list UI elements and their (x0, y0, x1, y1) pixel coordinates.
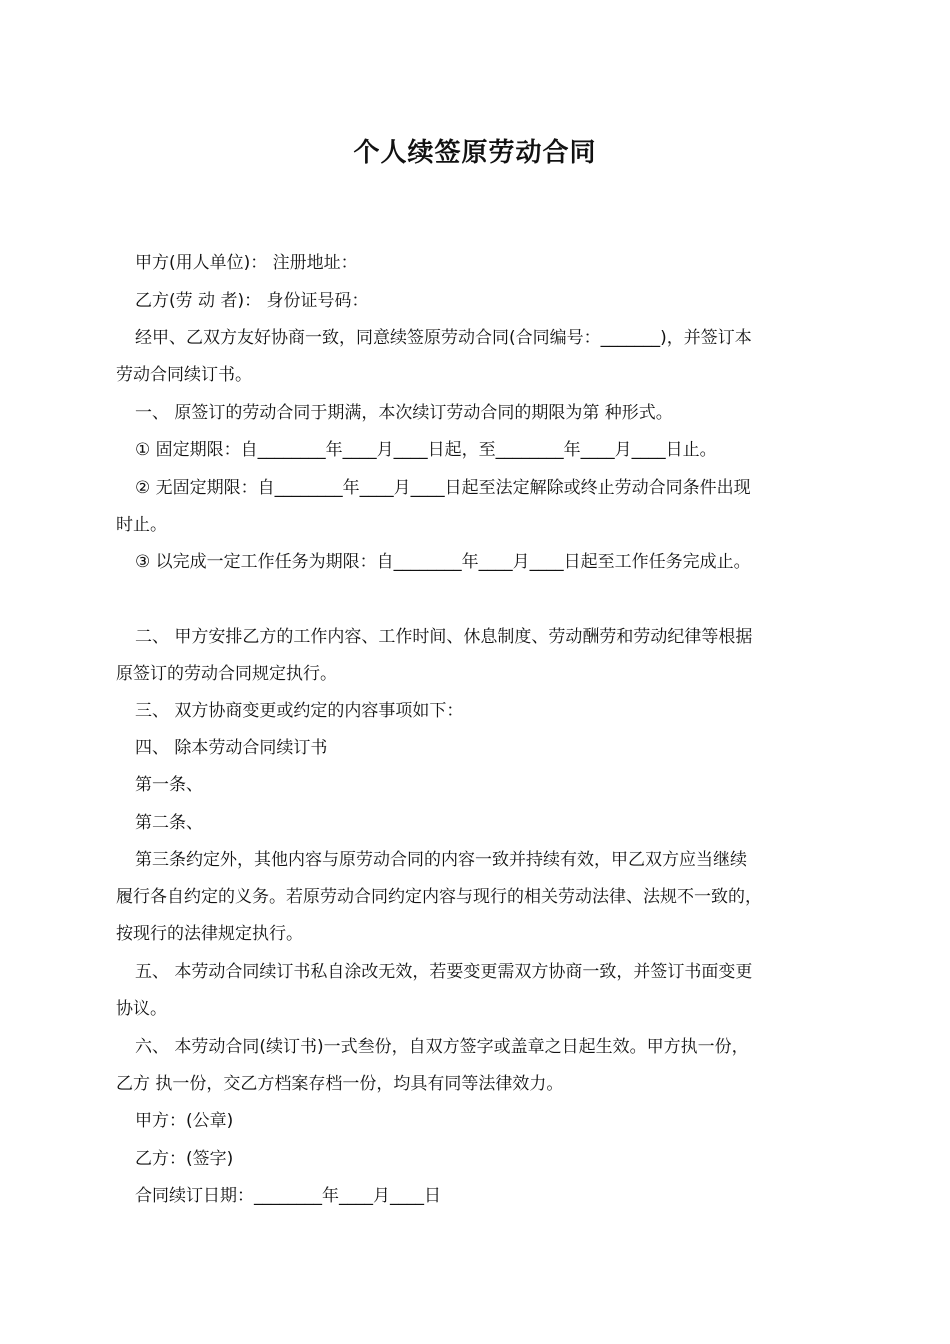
option-open-term-line: ② 无固定期限：自________年____月____日起至法定解除或终止劳动合同条件出现 (135, 478, 751, 498)
clause-3-line: 三、 双方协商变更或约定的内容事项如下： (135, 701, 464, 721)
document-title: 个人续签原劳动合同 (353, 138, 597, 168)
party-b-signature-line: 乙方：(签字) (135, 1149, 234, 1169)
party-a-line: 甲方(用人单位)： 注册地址： (135, 253, 358, 273)
article-3-line: 履行各自约定的义务。若原劳动合同约定内容与现行的相关劳动法律、法规不一致的， (116, 887, 762, 907)
clause-5-line: 协议。 (116, 999, 167, 1019)
clause-4-line: 四、 除本劳动合同续订书 (135, 738, 328, 758)
renewal-date-line: 合同续订日期：________年____月____日 (135, 1186, 441, 1206)
party-a-signature-line: 甲方：(公章) (135, 1111, 234, 1131)
option-fixed-term-line: ① 固定期限：自________年____月____日起，至________年____月____日止。 (135, 440, 717, 460)
article-3-line: 按现行的法律规定执行。 (116, 924, 303, 944)
intro-paragraph-line: 劳动合同续订书。 (116, 365, 252, 385)
clause-5-line: 五、 本劳动合同续订书私自涂改无效，若要变更需双方协商一致，并签订书面变更 (135, 962, 753, 982)
intro-paragraph-line: 经甲、乙双方友好协商一致，同意续签原劳动合同(合同编号：_______)，并签订本 (135, 328, 752, 348)
article-1-line: 第一条、 (135, 775, 203, 795)
clause-6-line: 六、 本劳动合同(续订书)一式叁份，自双方签字或盖章之日起生效。甲方执一份， (135, 1037, 749, 1057)
party-b-line: 乙方(劳 动 者)： 身份证号码： (135, 291, 369, 311)
clause-2-line: 原签订的劳动合同规定执行。 (116, 664, 337, 684)
clause-1-line: 一、 原签订的劳动合同于期满，本次续订劳动合同的期限为第 种形式。 (135, 403, 673, 423)
clause-2-line: 二、 甲方安排乙方的工作内容、工作时间、休息制度、劳动酬劳和劳动纪律等根据 (135, 627, 753, 647)
option-task-term-line: ③ 以完成一定工作任务为期限：自________年____月____日起至工作任务完成止。 (135, 552, 751, 572)
clause-6-line: 乙方 执一份，交乙方档案存档一份，均具有同等法律效力。 (116, 1074, 564, 1094)
article-2-line: 第二条、 (135, 813, 203, 833)
option-open-term-line: 时止。 (116, 515, 167, 535)
article-3-line: 第三条约定外，其他内容与原劳动合同的内容一致并持续有效，甲乙双方应当继续 (135, 850, 747, 870)
